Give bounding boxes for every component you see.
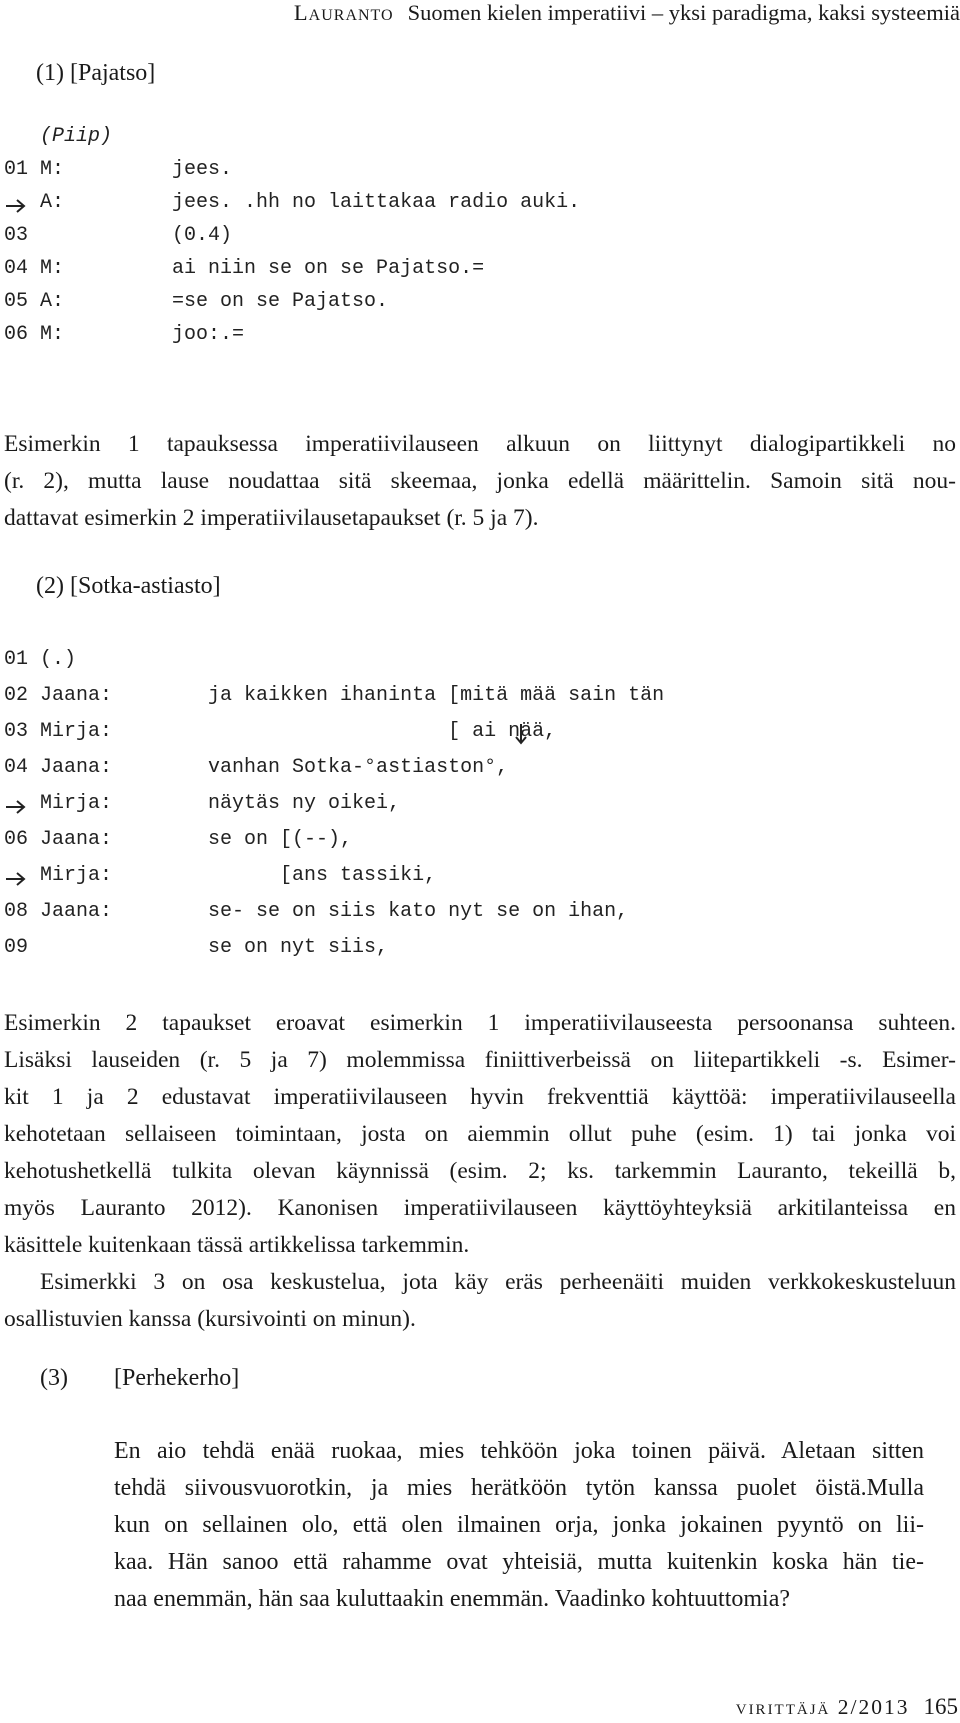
paragraph-line: Esimerkki 3 on osa keskustelua, jota käy eräs perheenäiti muiden verkkokeskusteluun (40, 1269, 956, 1295)
quote-line: En aio tehdä enää ruokaa, mies tehköön joka toinen päivä. Aletaan sitten (114, 1438, 924, 1464)
paragraph-line: kehotushetkellä tulkita olevan käynnissä (esim. 2; ks. tarkemmin Lauranto, tekeillä b, (4, 1158, 956, 1184)
example-3-label: [Perhekerho] (114, 1365, 240, 1391)
paragraph-2 (4, 1005, 956, 1265)
header-author: Lauranto (293, 0, 394, 25)
example-1-transcript (4, 125, 904, 355)
transcript-line: 01 M: jees. (4, 158, 233, 181)
transcript-line: 02 Jaana: ja kaikken ihaninta [mitä mää sain tän (4, 684, 665, 707)
transcript-line: (Piip) (40, 125, 113, 148)
paragraph-line: Esimerkin 1 tapauksessa imperatiivilauseen alkuun on liittynyt dialogipartikkeli no (4, 431, 956, 457)
paragraph-line: myös Lauranto 2012). Kanonisen imperatiivilauseen käyttöyhteyksiä arkitilanteissa en (4, 1195, 956, 1221)
paragraph-line: osallistuvien kanssa (kursivointi on minun). (4, 1306, 416, 1332)
paragraph-line: kehotetaan sellaiseen toimintaan, josta on aiemmin ollut puhe (esim. 1) tai jonka voi (4, 1121, 956, 1147)
transcript-line: 04 M: ai niin se on se Pajatso.= (4, 257, 485, 280)
transcript-line: 09 se on nyt siis, (4, 936, 389, 959)
quote-line: naa enemmän, hän saa kuluttaakin enemmän. Vaadinko kohtuuttomia? (114, 1586, 791, 1612)
paragraph-line: Esimerkin 2 tapaukset eroavat esimerkin 1 imperatiivilauseesta persoonansa suhteen. (4, 1010, 956, 1036)
example-1-label: (1) [Pajatso] (36, 60, 156, 86)
transcript-line: 04 Jaana: vanhan Sotka-°astiaston°, (4, 756, 509, 779)
journal-name: virittäjä 2/2013 (735, 1695, 910, 1719)
transcript-line: 06 Jaana: se on [(--), (4, 828, 353, 851)
paragraph-line: Lisäksi lauseiden (r. 5 ja 7) molemmissa finiittiverbeissä on liitepartikkeli -s. Esimer- (4, 1047, 956, 1073)
transcript-line: 01 (.) (4, 648, 77, 671)
transcript-line: 03 (0.4) (4, 224, 233, 247)
paragraph-line: (r. 2), mutta lause noudattaa sitä skeemaa, jonka edellä määrittelin. Samoin sitä nou- (4, 468, 956, 494)
down-arrow-icon (514, 722, 528, 746)
paragraph-line: käsittele kuitenkaan tässä artikkelissa tarkemmin. (4, 1232, 470, 1258)
paragraph-line: dattavat esimerkin 2 imperatiivilausetapaukset (r. 5 ja 7). (4, 505, 539, 531)
transcript-line: 06 M: joo:.= (4, 323, 245, 346)
quote-line: tehdä siivousvuorotkin, ja mies herätköön tytön kanssa puolet öistä.Mulla (114, 1475, 924, 1501)
transcript-line: 03 Mirja: [ ai nää, (4, 720, 557, 743)
paragraph-line: kit 1 ja 2 edustavat imperatiivilauseen hyvin frekventtiä käyttöä: imperatiivilauseella (4, 1084, 956, 1110)
quote-line: kun on sellainen olo, että olen ilmainen orja, jonka jokainen pyyntö on lii- (114, 1512, 924, 1538)
example-2-label: (2) [Sotka-astiasto] (36, 573, 221, 599)
example-3-quote (114, 1433, 924, 1623)
transcript-line: 08 Jaana: se- se on siis kato nyt se on ihan, (4, 900, 629, 923)
running-footer (0, 1694, 960, 1720)
example-2-transcript (4, 648, 904, 959)
paragraph-3 (4, 1264, 956, 1339)
running-header (7, 0, 960, 26)
transcript-line: A: jees. .hh no laittakaa radio auki. (4, 191, 581, 214)
header-title: Suomen kielen imperatiivi – yksi paradigma, kaksi systeemiä (407, 0, 960, 25)
paragraph-1 (4, 426, 956, 536)
transcript-line: Mirja: [ans tassiki, (4, 864, 437, 887)
quote-line: kaa. Hän sanoo että rahamme ovat yhteisiä, mutta kuitenkin koska hän tie- (114, 1549, 924, 1575)
transcript-line: Mirja: näytäs ny oikei, (4, 792, 401, 815)
transcript-line: 05 A: =se on se Pajatso. (4, 290, 389, 313)
page-number: 165 (923, 1694, 958, 1719)
example-3-number: (3) (40, 1365, 68, 1391)
